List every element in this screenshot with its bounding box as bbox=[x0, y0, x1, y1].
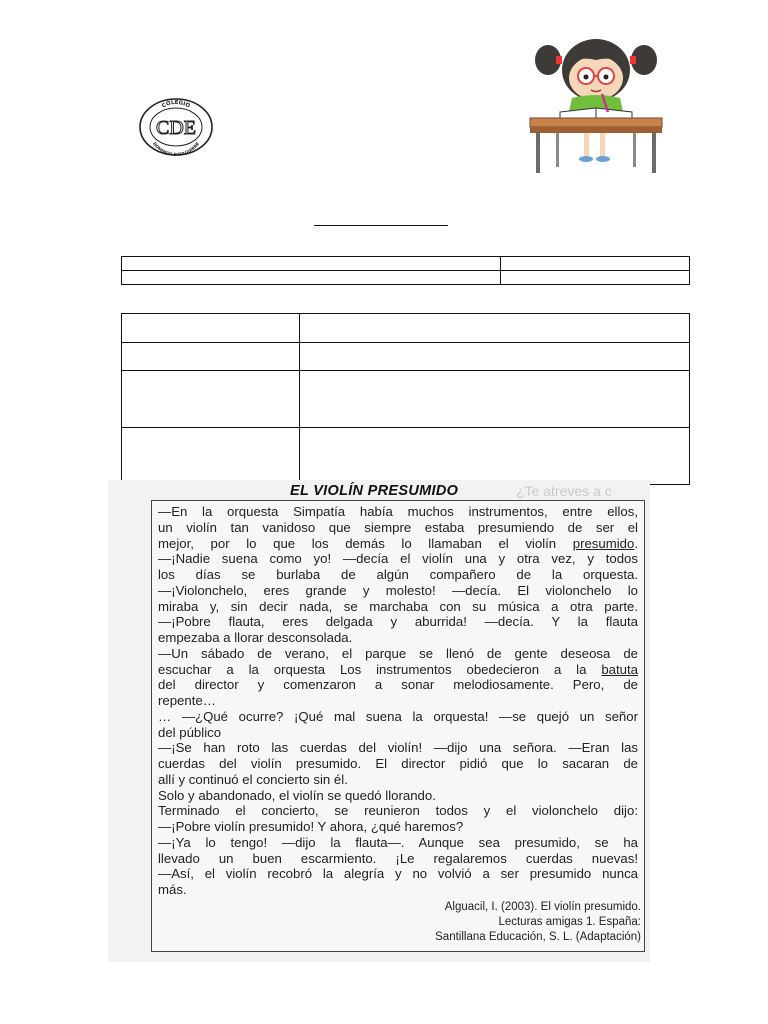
score-field[interactable] bbox=[501, 271, 690, 285]
story-line: —¡Se han roto las cuerdas del violín! —dijo una señora. —Eran las bbox=[158, 740, 638, 756]
story-line: —¡Ya lo tengo! —dijo la flauta—. Aunque sea presumido, se ha bbox=[158, 834, 638, 850]
student-info-table bbox=[121, 256, 690, 285]
table-row bbox=[122, 428, 690, 485]
story-line: escuchar a la orquesta Los instrumentos obedecieron a la batuta bbox=[158, 661, 638, 677]
table-cell bbox=[122, 314, 300, 343]
citation-line: Santillana Educación, S. L. (Adaptación) bbox=[435, 931, 641, 943]
story-line: —En la orquesta Simpatía había muchos instrumentos, entre ellos, bbox=[158, 504, 638, 519]
table-cell[interactable] bbox=[300, 371, 690, 428]
story-line: —¡Violonchelo, eres grande y molesto! —decía. El violonchelo lo bbox=[158, 582, 638, 598]
course-field[interactable] bbox=[501, 257, 690, 271]
table-row bbox=[122, 271, 690, 285]
story-line: Solo y abandonado, el violín se quedó llorando. bbox=[158, 787, 436, 803]
story-line: del público bbox=[158, 724, 222, 740]
story-line: miraba y, sin decir nada, se marchaba con su música a otra parte. bbox=[158, 598, 638, 614]
table-cell bbox=[122, 343, 300, 371]
table-row bbox=[122, 314, 690, 343]
story-line: cuerdas del violín presumido. El director pidió que lo sacaran de bbox=[158, 756, 638, 771]
story-line: —Así, el violín recobró la alegría y no volvió a ser presumido nunca bbox=[158, 866, 638, 882]
girl-studying-icon bbox=[526, 30, 666, 178]
story-title: EL VIOLÍN PRESUMIDO bbox=[290, 483, 459, 499]
citation-line: Alguacil, I. (2003). El violín presumido. bbox=[444, 901, 641, 913]
title-underline bbox=[314, 225, 448, 226]
table-cell bbox=[122, 428, 300, 485]
table-cell[interactable] bbox=[300, 314, 690, 343]
story-line: Terminado el concierto, se reunieron todos y el violonchelo dijo: bbox=[158, 803, 638, 819]
story-line: repente… bbox=[158, 693, 216, 708]
name-field[interactable] bbox=[122, 257, 501, 271]
logo-initials: CDE bbox=[156, 117, 196, 139]
story-line: … —¿Qué ocurre? ¡Qué mal suena la orquesta! —se quejó un señor bbox=[158, 708, 638, 724]
story-line: —¡Pobre flauta, eres delgada y aburrida! —decía. Y la flauta bbox=[158, 614, 638, 630]
story-line: los días se burlaba de algún compañero de la orquesta. bbox=[158, 567, 638, 582]
story-text bbox=[158, 504, 638, 898]
story-line: allí y continuó el concierto sin él. bbox=[158, 771, 348, 787]
story-line: un violín tan vanidoso que siempre estaba presumiendo de ser el bbox=[158, 519, 638, 535]
story-line: empezaba a llorar desconsolada. bbox=[158, 630, 353, 645]
objectives-table bbox=[121, 313, 690, 485]
school-logo bbox=[138, 98, 214, 156]
svg-text:DOMINGO EYZAGUIRRE bbox=[152, 141, 200, 156]
table-cell[interactable] bbox=[300, 343, 690, 371]
bleed-through-text: ¿Te atreves a c bbox=[516, 483, 612, 499]
story-line: —¡Pobre violín presumido! Y ahora, ¿qué haremos? bbox=[158, 819, 464, 834]
table-cell bbox=[122, 371, 300, 428]
story-line: —Un sábado de verano, el parque se llenó de gente deseosa de bbox=[158, 645, 638, 661]
story-line: del director y comenzaron a sonar melodiosamente. Pero, de bbox=[158, 677, 638, 693]
logo-bottom-text: DOMINGO EYZAGUIRRE bbox=[151, 141, 201, 156]
date-field[interactable] bbox=[122, 271, 501, 285]
table-cell[interactable] bbox=[300, 428, 690, 485]
logo-top-text: COLEGIO bbox=[161, 99, 191, 110]
story-citation bbox=[435, 900, 641, 945]
table-row bbox=[122, 343, 690, 371]
story-line: mejor, por lo que los demás lo llamaban el violín presumido. bbox=[158, 535, 638, 551]
story-line: llevado un buen escarmiento. ¡Le regalaremos cuerdas nuevas! bbox=[158, 850, 638, 866]
story-line: más. bbox=[158, 882, 187, 897]
table-row bbox=[122, 257, 690, 271]
table-row bbox=[122, 371, 690, 428]
story-line: —¡Nadie suena como yo! —decía el violín una y otra vez, y todos bbox=[158, 551, 638, 567]
citation-line: Lecturas amigas 1. España: bbox=[498, 916, 641, 928]
